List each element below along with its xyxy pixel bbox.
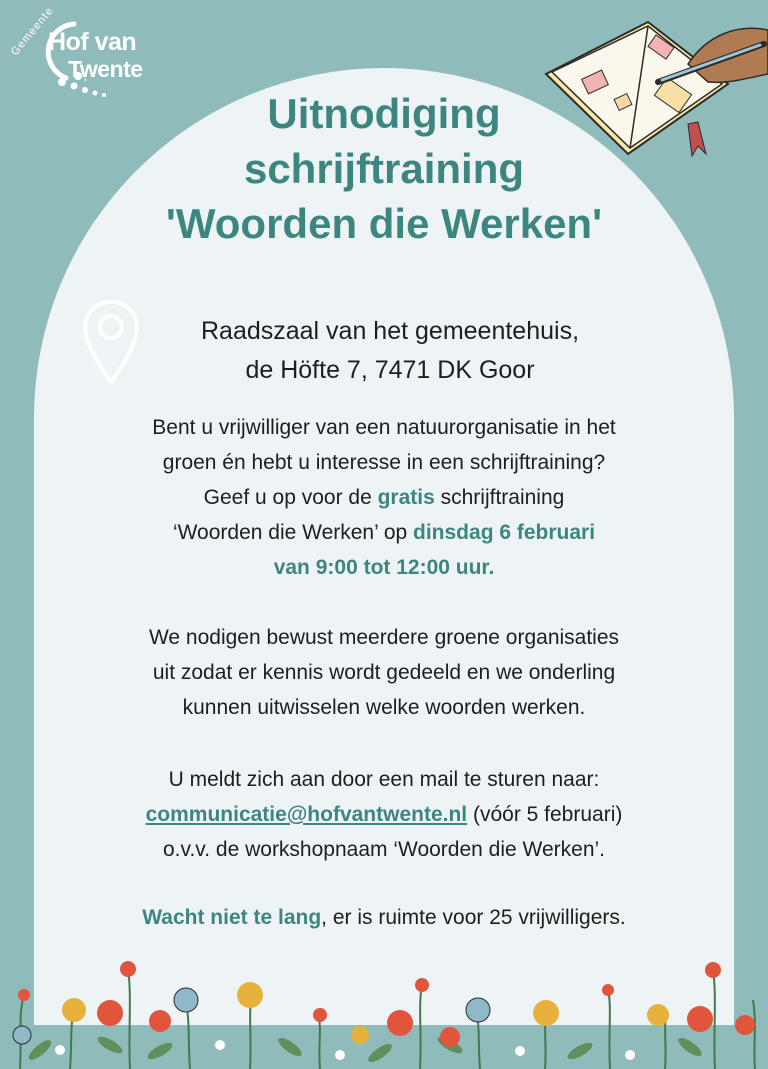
location-pin-icon — [80, 298, 142, 388]
signup-paragraph — [40, 762, 728, 867]
signup-line-2 — [40, 797, 728, 832]
location-line-2: de Höfte 7, 7471 DK Goor — [245, 356, 535, 384]
logo-text-hof-van: Hof van — [48, 28, 137, 56]
paragraph2-line-1: We nodigen bewust meerdere groene organisaties — [148, 626, 620, 649]
logo-text-twente: Twente — [68, 56, 143, 82]
signup-line-3: o.v.v. de workshopnaam ‘Woorden die Werken’. — [163, 838, 605, 861]
paragraph2-line-2: uit zodat er kennis wordt gedeeld en we onderling — [152, 661, 616, 684]
deadline-text: (vóór 5 februari) — [467, 803, 623, 826]
title-line-1: Uitnodiging — [267, 90, 501, 137]
intro-paragraph — [40, 410, 728, 585]
closing-text: , er is ruimte voor 25 vrijwilligers. — [321, 906, 626, 929]
intro-line-2: groen én hebt u interesse in een schrijftraining? — [162, 451, 606, 474]
paragraph2-line-3: kunnen uitwisselen welke woorden werken. — [182, 696, 586, 719]
title-line-2: schrijftraining — [243, 145, 525, 192]
closing-highlight: Wacht niet te lang — [142, 906, 322, 929]
date-highlight: dinsdag 6 februari — [413, 521, 596, 544]
intro-text: ‘Woorden die Werken’ op — [172, 521, 414, 544]
closing-line — [40, 900, 728, 935]
flowers-illustration — [0, 955, 768, 1069]
gratis-highlight: gratis — [377, 486, 435, 509]
intro-text: schrijftraining — [434, 486, 565, 509]
email-link[interactable]: communicatie@hofvantwente.nl — [145, 803, 468, 826]
intro-line-1: Bent u vrijwilliger van een natuurorganisatie in het — [152, 416, 616, 439]
intro-text: Geef u op voor de — [203, 486, 378, 509]
intro-line-3 — [40, 480, 728, 515]
title-line-3: 'Woorden die Werken' — [165, 200, 603, 247]
organisations-paragraph — [40, 620, 728, 725]
signup-line-1: U meldt zich aan door een mail te sturen naar: — [168, 768, 600, 791]
location-line-1: Raadszaal van het gemeentehuis, — [200, 317, 580, 345]
page-title — [0, 86, 768, 251]
intro-line-4 — [40, 515, 728, 550]
location-address — [160, 312, 620, 390]
time-highlight: van 9:00 tot 12:00 uur. — [273, 556, 495, 579]
logo-text-gemeente: Gemeente — [8, 4, 57, 59]
